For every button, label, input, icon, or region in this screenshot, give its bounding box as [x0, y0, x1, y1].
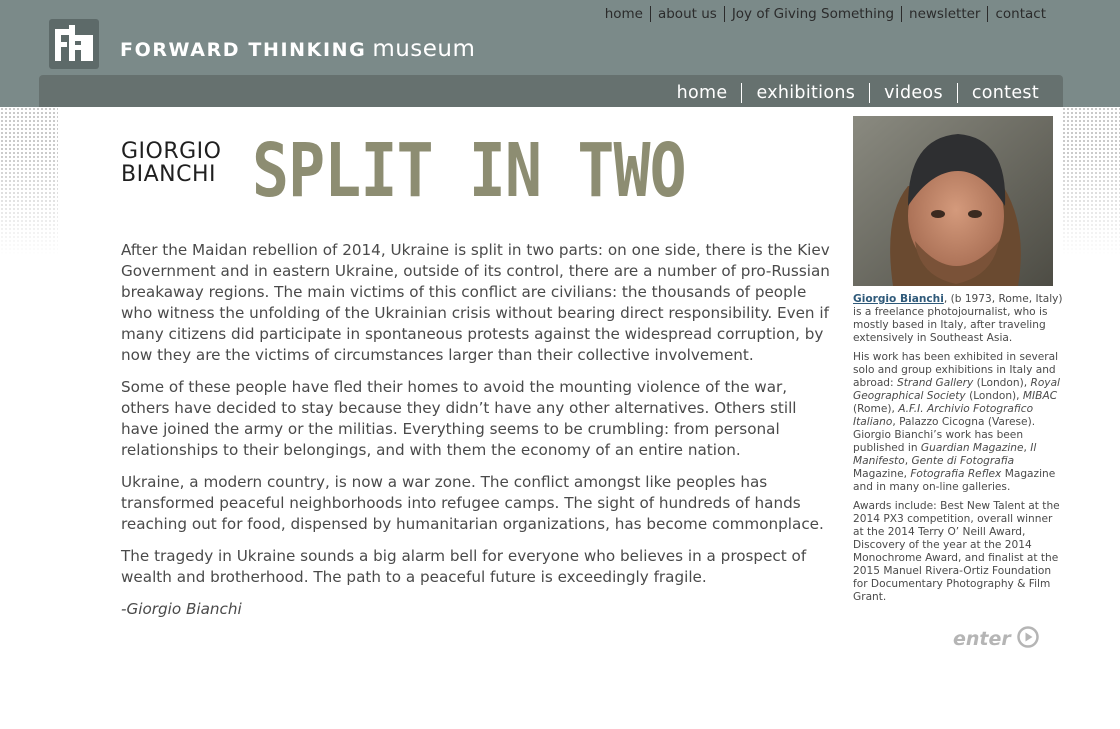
nav-home[interactable]: home: [676, 83, 728, 103]
statement-paragraph: After the Maidan rebellion of 2014, Ukraine is split in two parts: on one side, there is the Kiev Government and in eastern Ukraine, outside of its control, there are a number of pro-Russian breakaway regions. The main victims of this conflict are civilians: the thousands of people who witness the unfolding of the Ukrainian crisis without bearing direct responsibility. Even if many citizens did participate in spontaneous protests against the widespread corruption, by now they are the victims of circumstances larger than their collective involvement.: [121, 241, 830, 364]
bio-text: Magazine,: [853, 468, 911, 480]
top-link-home[interactable]: home: [604, 6, 643, 22]
bio-text: (London),: [965, 390, 1023, 402]
bio-text: , Palazzo Cicogna (Varese). Giorgio Bianchi’s work has been published in: [853, 416, 1036, 454]
top-link-joy-of-giving[interactable]: Joy of Giving Something: [724, 6, 901, 22]
site-header: [0, 0, 1120, 107]
statement-paragraph: Ukraine, a modern country, is now a war zone. The conflict amongst like peoples has transformed peaceful neighborhoods into refugee camps. The sight of hundreds of hands reaching out for food, dispensed by humanitarian organizations, has become commonplace.: [121, 473, 824, 533]
bio-text: His work has been exhibited in several solo and group exhibitions in Italy and abroad:: [853, 351, 1059, 389]
bio-exhibitions: [853, 351, 1063, 494]
publication-name: Guardian Magazine: [920, 442, 1024, 454]
publication-name: Il Manifesto: [853, 442, 1037, 467]
artist-name: [121, 140, 222, 186]
site-name[interactable]: [120, 36, 475, 62]
publication-name: Gente di Fotografia: [911, 455, 1015, 467]
bio-text: (London),: [973, 377, 1031, 389]
top-link-about-us[interactable]: about us: [650, 6, 724, 22]
statement-paragraph: Some of these people have fled their homes to avoid the mounting violence of the war, others have decided to stay because they didn’t have any other alternatives. Others still have joined the army or the militias. Everything seems to be crumbling: from personal relationships to their belongings, and with them the economy of an entire nation.: [121, 378, 797, 459]
bio-text: Magazine and in many on-line galleries.: [853, 468, 1056, 493]
top-links: [598, 6, 1053, 22]
enter-button[interactable]: [953, 625, 1040, 653]
venue-name: A.F.I. Archivio Fotografico Italiano: [853, 403, 1034, 428]
main-nav: [663, 83, 1053, 103]
venue-name: Royal Geographical Society: [853, 377, 1060, 402]
statement-signature: -Giorgio Bianchi: [121, 600, 242, 618]
enter-label: enter: [953, 628, 1011, 650]
main-nav-bar: [39, 75, 1063, 107]
left-dot-pattern: [0, 107, 58, 257]
venue-name: MIBAC: [1022, 390, 1058, 402]
bio-awards: Awards include: Best New Talent at the 2014 PX3 competition, overall winner at the 2014 Terry O’ Neill Award, Discovery of the year at the 2014 Monochrome Award, and finalist at the 2015 Manuel Rivera-Ortiz Foundation for Documentary Photography & Film Grant.: [853, 500, 1060, 603]
bio-text: ,: [904, 455, 912, 467]
site-name-bold: FORWARD THINKING: [120, 39, 367, 61]
top-link-newsletter[interactable]: newsletter: [901, 6, 987, 22]
bio-text: ,: [1023, 442, 1031, 454]
nav-exhibitions[interactable]: exhibitions: [741, 83, 869, 103]
bio-text: (Rome),: [853, 403, 899, 415]
exhibit-statement: [121, 240, 833, 631]
publication-name: Fotografia Reflex: [910, 468, 1002, 480]
nav-contest[interactable]: contest: [957, 83, 1053, 103]
nav-videos[interactable]: videos: [869, 83, 957, 103]
bio-intro: [853, 293, 1063, 345]
artist-last-name: BIANCHI: [121, 162, 216, 187]
statement-paragraph: The tragedy in Ukraine sounds a big alarm bell for everyone who believes in a prospect of wealth and brotherhood. The path to a peaceful future is exceedingly fragile.: [121, 547, 807, 586]
top-link-contact[interactable]: contact: [987, 6, 1053, 22]
site-name-light: museum: [372, 36, 476, 62]
artist-first-name: GIORGIO: [121, 139, 222, 164]
bio-intro-text: , (b 1973, Rome, Italy) is a freelance photojournalist, who is mostly based in Italy, after traveling extensively in Southeast Asia.: [853, 293, 1063, 344]
logo-icon[interactable]: [49, 19, 99, 69]
play-circle-icon: [1016, 625, 1040, 653]
right-dot-pattern: [1062, 107, 1120, 257]
artist-portrait-photo: [853, 116, 1053, 286]
exhibit-title: SPLIT IN TWO: [252, 128, 686, 214]
artist-bio: [853, 293, 1063, 610]
venue-name: Strand Gallery: [896, 377, 974, 389]
artist-bio-link[interactable]: Giorgio Bianchi: [853, 293, 944, 305]
